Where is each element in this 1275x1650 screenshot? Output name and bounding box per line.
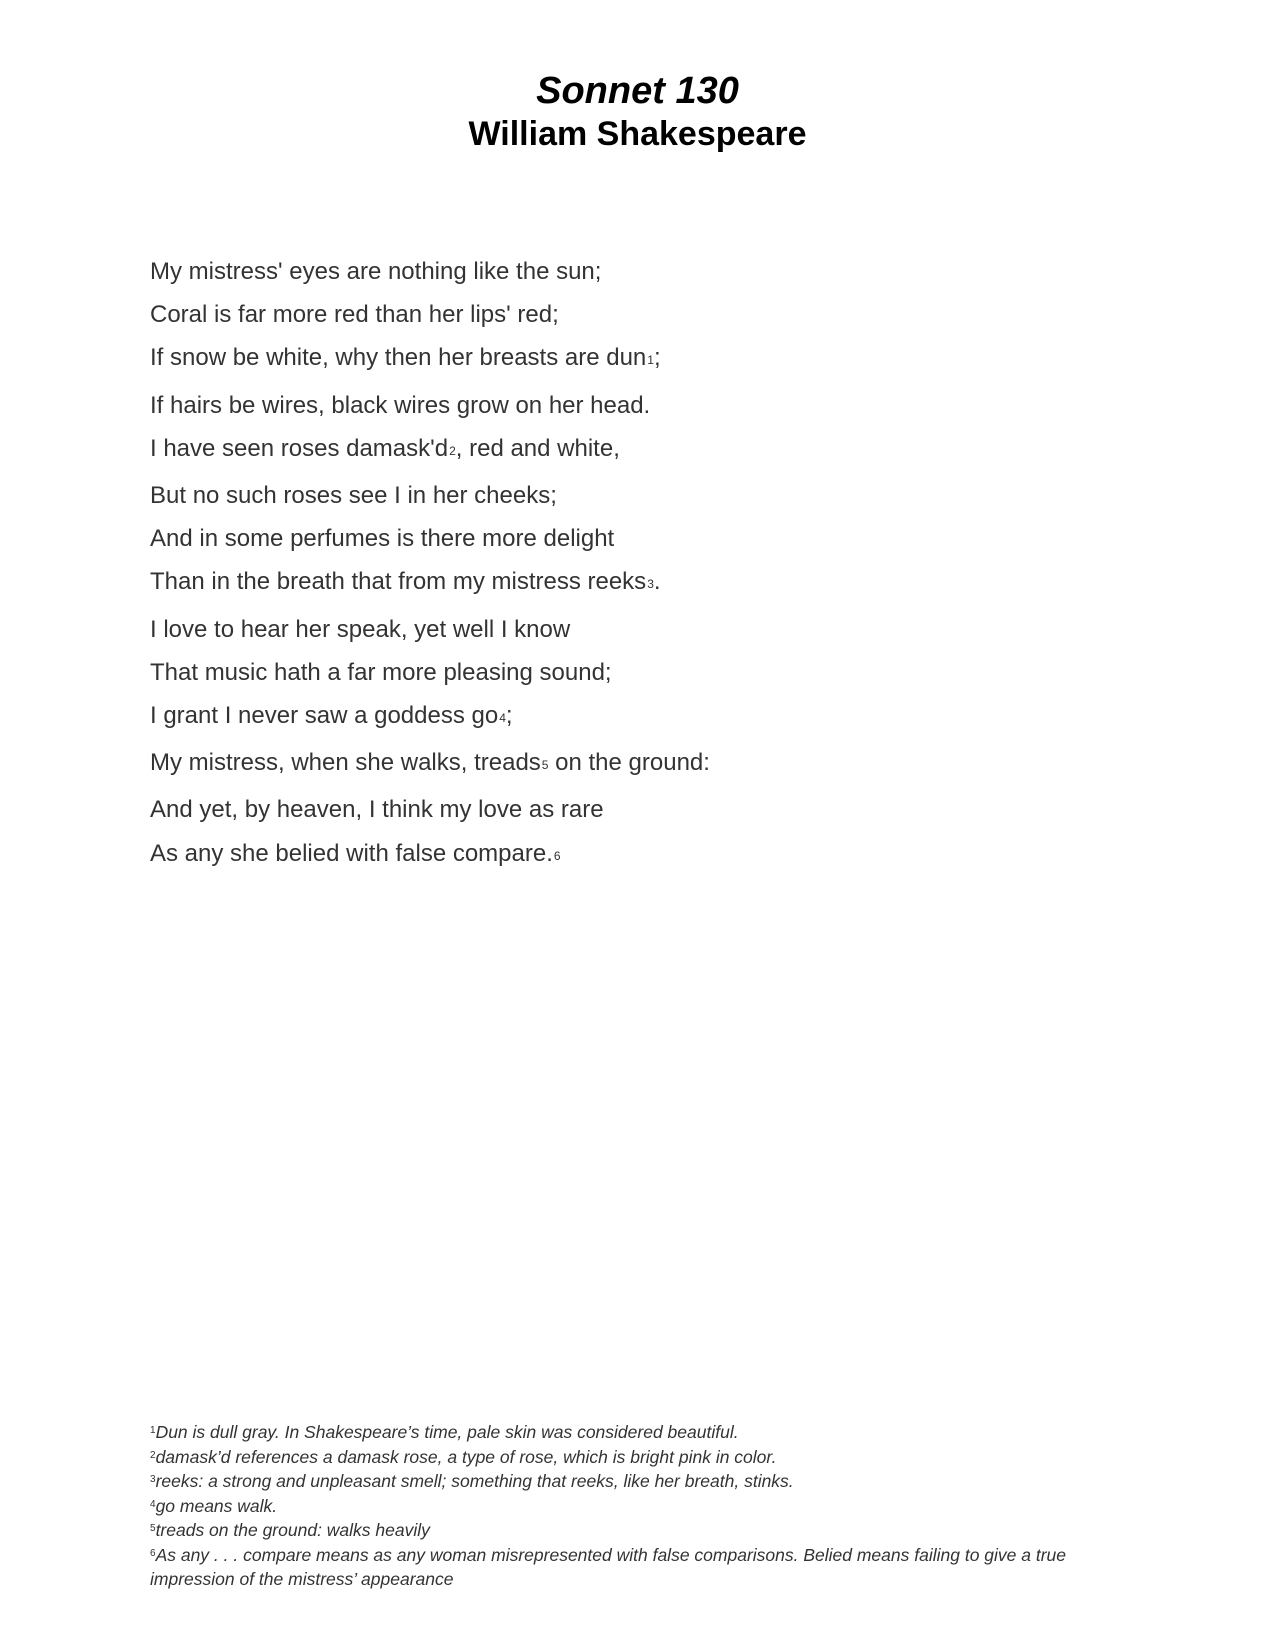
footnote: $^3$reeks: a strong and unpleasant smell; something that reeks, like her breath, stinks. [150,1471,794,1491]
poem-line: As any she belied with false compare.$^6$ [150,839,561,867]
footnotes [150,1422,1110,1591]
footnote-marker: 3 [647,577,654,592]
footnote-number: 2 [150,1449,156,1461]
footnote-marker: 5 [541,758,549,773]
footnote: $^1$Dun is dull gray. In Shakespeare’s time, pale skin was considered beautiful. [150,1422,739,1442]
poem-line: And yet, by heaven, I think my love as rare [150,796,604,824]
footnote-number: 6 [150,1547,156,1559]
poem-line: But no such roses see I in her cheeks; [150,482,557,510]
document-header [0,68,1275,154]
footnote-number: 3 [150,1474,156,1485]
poem-line: I grant I never saw a goddess $go^4$; [150,702,513,730]
poem-line: I love to hear her speak, yet well I know [150,615,571,643]
poem-line: I have seen roses $damask'd^2$, red and white, [150,434,620,462]
poem-author: William Shakespeare [468,115,807,153]
footnote: $^4$go means walk. [150,1495,278,1516]
footnote-marker: 2 [449,443,456,458]
poem-line: My mistress' eyes are nothing like the sun; [150,258,602,285]
poem-line: That music hath a far more pleasing sound; [150,658,612,686]
footnote: $^6$As any . . . compare means as any woman misrepresented with false comparisons. Belied means failing to give a true impression of the mistress’ appearance [150,1544,1066,1589]
footnote: $^2$damask’d references a damask rose, a type of rose, which is bright pink in color. [150,1446,777,1467]
poem-line: My mistress, when she walks, treads$^5$ on the ground: [150,749,710,777]
poem-line: Coral is far more red than her lips' red; [150,301,559,329]
footnote-marker: 4 [499,711,506,726]
footnote-number: 1 [150,1425,156,1436]
poem-title: Sonnet 130 [536,70,739,112]
poem-line: If snow be white, why then her breasts are dun$^1$; [150,344,661,372]
poem-line: And in some perfumes is there more delight [150,525,615,553]
footnote-marker: 6 [553,848,561,863]
footnote-number: 4 [150,1498,156,1510]
footnote: $^5$treads on the ground: walks heavily [150,1520,430,1540]
poem-line: If hairs be wires, black wires grow on her head. [150,391,651,419]
footnote-number: 5 [150,1523,156,1534]
poem-body [150,250,1150,879]
poem-line: Than in the breath that from my mistress reeks$^3$. [150,568,661,596]
footnote-marker: 1 [647,353,654,368]
